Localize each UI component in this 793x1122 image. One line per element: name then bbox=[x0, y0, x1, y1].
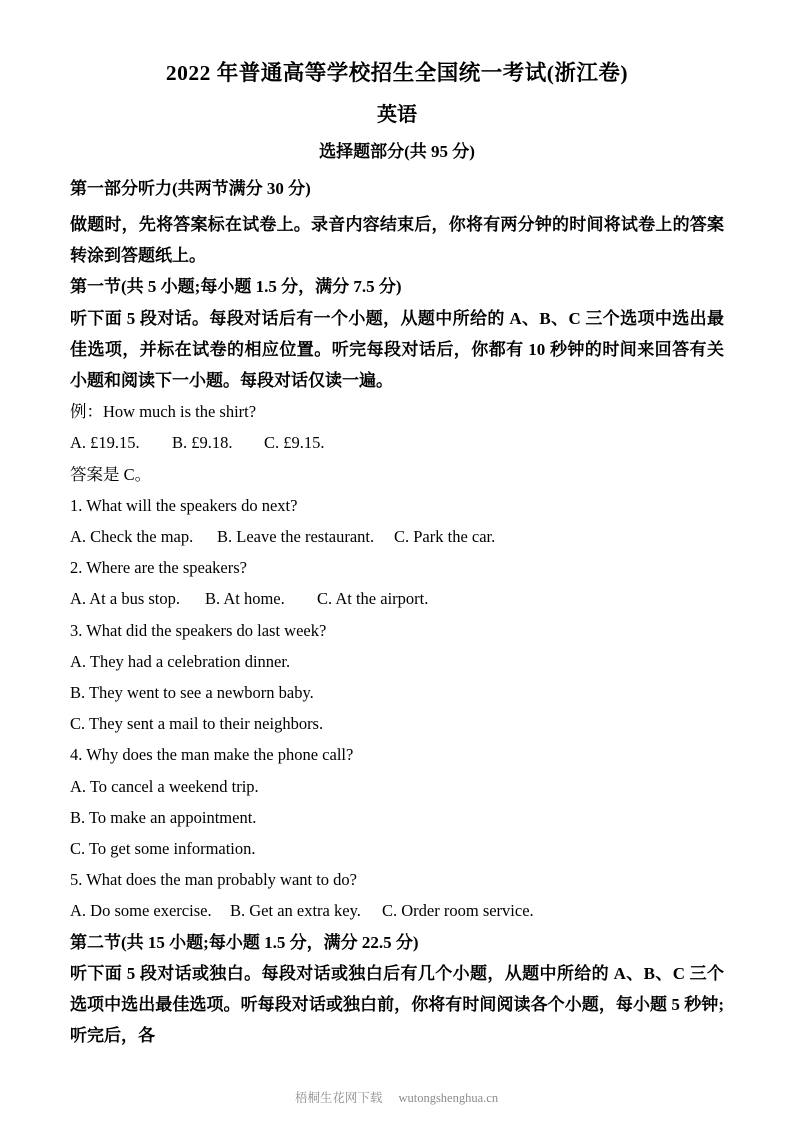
question-2-options-row bbox=[70, 583, 724, 614]
question-3-option-c: C. They sent a mail to their neighbors. bbox=[70, 714, 324, 734]
page-title: 2022 年普通高等学校招生全国统一考试(浙江卷) bbox=[165, 61, 629, 85]
footer-site-name: 梧桐生花网下载 bbox=[294, 1091, 383, 1105]
exam-content bbox=[70, 209, 724, 1051]
question-4-option-a: A. To cancel a weekend trip. bbox=[70, 776, 259, 796]
question-5-option-b: B. Get an extra key. bbox=[230, 901, 361, 921]
question-5 bbox=[70, 864, 724, 895]
footer-site-url: wutongshenghua.cn bbox=[398, 1091, 499, 1105]
question-4-option-c: C. To get some information. bbox=[70, 839, 256, 859]
question-1-options-row bbox=[70, 521, 724, 552]
example-option-b: B. £9.18. bbox=[172, 433, 233, 453]
question-4 bbox=[70, 739, 724, 770]
question-1-number: 1. bbox=[70, 495, 83, 515]
question-4-option-b: B. To make an appointment. bbox=[70, 807, 257, 827]
question-1-option-c: C. Park the car. bbox=[394, 527, 496, 547]
question-4-number: 4. bbox=[70, 745, 83, 765]
question-5-option-a: A. Do some exercise. bbox=[70, 901, 212, 921]
question-2-number: 2. bbox=[70, 558, 83, 578]
choice-section-header: 选择题部分(共 95 分) bbox=[319, 142, 475, 161]
question-5-option-c: C. Order room service. bbox=[382, 901, 534, 921]
question-1-option-b: B. Leave the restaurant. bbox=[217, 527, 375, 547]
section1-instruction: 听下面 5 段对话。每段对话后有一个小题，从题中所给的 A、B、C 三个选项中选出最佳选项，并标在试卷的相应位置。听完每段对话后，你都有 10 秒钟的时间来回答有关小题和阅读下一小题。每段对话仅读一遍。 bbox=[70, 308, 724, 391]
question-5-number: 5. bbox=[70, 870, 83, 890]
question-2-option-b: B. At home. bbox=[205, 589, 285, 609]
section1-header: 第一节(共 5 小题;每小题 1.5 分，满分 7.5 分) bbox=[70, 277, 402, 297]
question-1 bbox=[70, 490, 724, 521]
example-prompt: 例：How much is the shirt? bbox=[70, 402, 257, 422]
part1-header: 第一部分听力(共两节满分 30 分) bbox=[70, 179, 311, 198]
section2-instruction: 听下面 5 段对话或独白。每段对话或独白后有几个小题，从题中所给的 A、B、C 三个选项中选出最佳选项。听每段对话或独白前，你将有时间阅读各个小题，每小题 5 秒钟;听完后，各 bbox=[70, 963, 724, 1046]
part1-note: 做题时，先将答案标在试卷上。录音内容结束后，你将有两分钟的时间将试卷上的答案转涂到答题纸上。 bbox=[70, 215, 724, 266]
question-1-option-a: A. Check the map. bbox=[70, 527, 194, 547]
question-2-text: Where are the speakers? bbox=[86, 558, 247, 578]
question-4-text: Why does the man make the phone call? bbox=[86, 745, 354, 765]
question-1-text: What will the speakers do next? bbox=[86, 495, 298, 515]
example-option-c: C. £9.15. bbox=[264, 433, 325, 453]
question-2-option-a: A. At a bus stop. bbox=[70, 589, 181, 609]
question-3-number: 3. bbox=[70, 620, 83, 640]
example-option-a: A. £19.15. bbox=[70, 433, 140, 453]
footer-watermark bbox=[0, 1090, 793, 1106]
question-3 bbox=[70, 615, 724, 646]
section2-header: 第二节(共 15 小题;每小题 1.5 分，满分 22.5 分) bbox=[70, 932, 419, 952]
question-3-option-b: B. They went to see a newborn baby. bbox=[70, 683, 314, 703]
example-answer: 答案是 C。 bbox=[70, 464, 152, 484]
question-2 bbox=[70, 552, 724, 583]
question-5-options-row bbox=[70, 895, 724, 926]
question-5-text: What does the man probably want to do? bbox=[86, 870, 358, 890]
question-3-text: What did the speakers do last week? bbox=[86, 620, 327, 640]
example-options-row bbox=[70, 427, 724, 458]
question-2-option-c: C. At the airport. bbox=[317, 589, 429, 609]
question-3-option-a: A. They had a celebration dinner. bbox=[70, 651, 291, 671]
subject-title: 英语 bbox=[377, 104, 417, 126]
